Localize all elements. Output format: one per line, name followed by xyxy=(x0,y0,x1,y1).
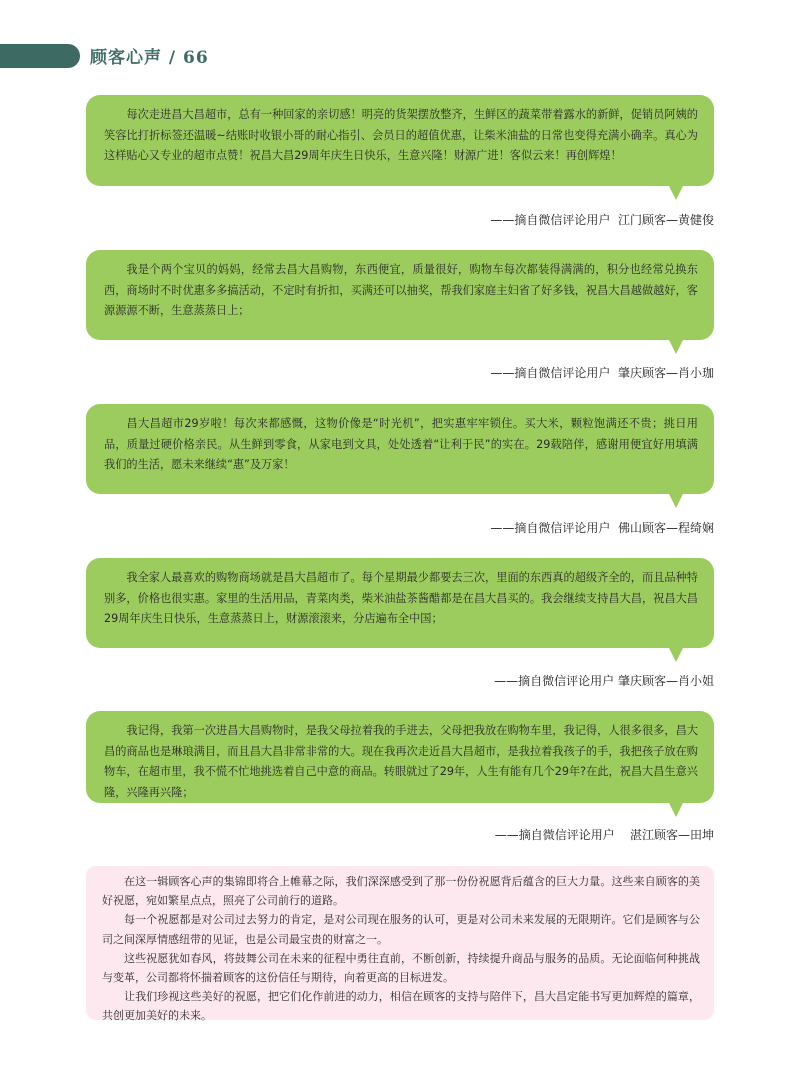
testimonial-bubble-2 xyxy=(86,250,714,340)
testimonial-text: 每次走进昌大昌超市，总有一种回家的亲切感！明亮的货架摆放整齐，生鲜区的蔬菜带着露水的新鲜，促销员阿姨的笑容比打折标签还温暖~结账时收银小哥的耐心指引、会员日的超值优惠，让柴米油盐的日常也变得充满小确幸。真心为这样贴心又专业的超市点赞！祝昌大昌29周年庆生日快乐，生意兴隆！财源广进！客似云来！再创辉煌！ xyxy=(104,108,698,162)
bubble-tail xyxy=(668,646,684,662)
testimonial-signature: ——摘自微信评论用户 肇庆顾客—肖小珈 xyxy=(490,366,714,380)
testimonial-text: 我全家人最喜欢的购物商场就是昌大昌超市了。每个星期最少都要去三次，里面的东西真的超级齐全的，而且品种特别多，价格也很实惠。家里的生活用品，青菜肉类，柴米油盐茶酱醋都是在昌大昌买的。我会继续支持昌大昌，祝昌大昌29周年庆生日快乐，生意蒸蒸日上，财源滚滚来，分店遍布全中国； xyxy=(104,571,698,625)
testimonial-signature: ——摘自微信评论用户 佛山顾客—程绮娴 xyxy=(490,521,714,535)
bubble-tail xyxy=(668,492,684,508)
testimonial-bubble-1 xyxy=(86,95,714,186)
testimonial-text: 昌大昌超市29岁啦！每次来都感慨，这物价像是“时光机”，把实惠牢牢锁住。买大米，颗粒饱满还不贵；挑日用品，质量过硬价格亲民。从生鲜到零食，从家电到文具，处处透着“让利于民”的实在。29载陪伴，感谢用便宜好用填满我们的生活，愿未来继续“惠”及万家！ xyxy=(104,417,698,471)
bubble-tail xyxy=(668,184,684,200)
page-title: 顾客心声 / 66 xyxy=(90,48,209,68)
testimonial-text: 我记得，我第一次进昌大昌购物时，是我父母拉着我的手进去，父母把我放在购物车里，我记得，人很多很多，昌大昌的商品也是琳琅满目，而且昌大昌非常非常的大。现在我再次走近昌大昌超市，是我拉着我孩子的手，我把孩子放在购物车，在超市里，我不慌不忙地挑选着自己中意的商品。转眼就过了29年，人生有能有几个29年?在此，祝昌大昌生意兴隆，兴隆再兴隆； xyxy=(104,724,698,799)
testimonial-bubble-5 xyxy=(86,711,714,803)
closing-summary xyxy=(86,866,714,1023)
summary-paragraph: 在这一辑顾客心声的集锦即将合上帷幕之际，我们深深感受到了那一份份祝愿背后蕴含的巨大力量。这些来自顾客的美好祝愿，宛如繁星点点，照亮了公司前行的道路。 xyxy=(102,875,700,908)
summary-paragraph: 让我们珍视这些美好的祝愿，把它们化作前进的动力，相信在顾客的支持与陪伴下，昌大昌定能书写更加辉煌的篇章，共创更加美好的未来。 xyxy=(102,990,700,1023)
testimonial-bubble-4 xyxy=(86,558,714,648)
testimonial-text: 我是个两个宝贝的妈妈，经常去昌大昌购物，东西便宜，质量很好，购物车每次都装得满满的，积分也经常兑换东西，商场时不时优惠多多搞活动，不定时有折扣，买满还可以抽奖，帮我们家庭主妇省了好多钱，祝昌大昌越做越好，客源源源不断，生意蒸蒸日上； xyxy=(104,263,698,317)
testimonial-signature: ——摘自微信评论用户 江门顾客—黄健俊 xyxy=(490,213,714,227)
header-tab-decoration xyxy=(0,44,80,68)
testimonial-bubble-3 xyxy=(86,404,714,494)
summary-paragraph: 这些祝愿犹如春风，将鼓舞公司在未来的征程中勇往直前，不断创新，持续提升商品与服务的品质。无论面临何种挑战与变革，公司都将怀揣着顾客的这份信任与期待，向着更高的目标进发。 xyxy=(102,951,700,985)
testimonial-signature: ——摘自微信评论用户 湛江顾客—田坤 xyxy=(494,828,714,842)
testimonial-signature: ——摘自微信评论用户 肇庆顾客—肖小姐 xyxy=(494,674,714,688)
bubble-tail xyxy=(668,801,684,817)
bubble-tail xyxy=(668,338,684,354)
summary-paragraph: 每一个祝愿都是对公司过去努力的肯定，是对公司现在服务的认可，更是对公司未来发展的无限期许。它们是顾客与公司之间深厚情感纽带的见证，也是公司最宝贵的财富之一。 xyxy=(102,913,700,946)
